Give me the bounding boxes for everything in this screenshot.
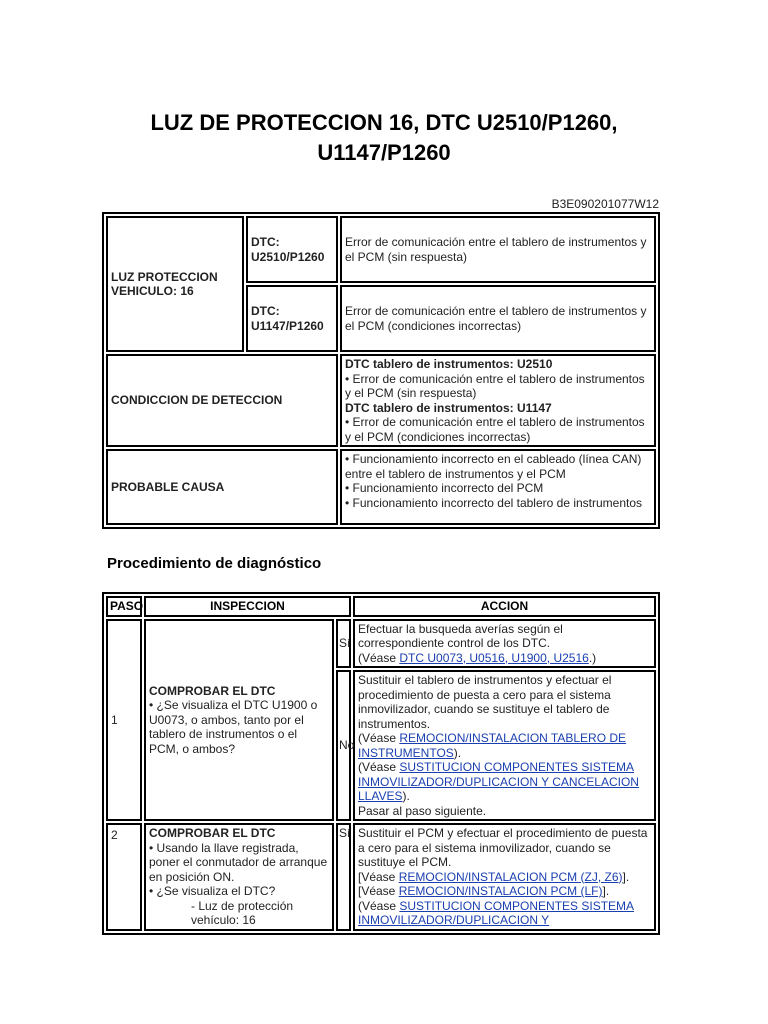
step1-text: • ¿Se visualiza el DTC U1900 o U0073, o ambos, tanto por el tablero de instrumentos o el PCM, o ambos? [149,698,318,756]
step2-number: 2 [106,823,142,931]
step1-yes-row [106,619,656,669]
step1-no-last: Pasar al paso siguiente. [358,803,487,818]
page-title [0,108,768,168]
step2-inspection [144,823,334,931]
step2-text1: • Usando la llave registrada, poner el conmutador de arranque en posición ON. [149,840,328,884]
step2-yes-line1: Sustituir el PCM y efectuar el procedimiento de puesta a cero para el sistema inmovilizador, cuando se sustituye el PCM. [358,826,648,869]
dtc2-cell [246,285,338,352]
link-immobilizer-replacement-2[interactable]: SUSTITUCION COMPONENTES SISTEMA INMOVILIZADOR/DUPLICACION Y [358,898,635,927]
step1-yes-prefix: (Véase [358,650,400,665]
label-detection-condition: CONDICCION DE DETECCION [106,354,338,447]
label-probable-cause: PROBABLE CAUSA [106,449,338,525]
cause-item-2: • Funcionamiento incorrecto del PCM [345,481,544,495]
step2-yes-label: Sí [336,823,351,931]
step2-prefix3: (Véase [358,898,400,913]
link-instrument-cluster-removal[interactable]: REMOCION/INSTALACION TABLERO DE INSTRUMENTOS [358,731,627,760]
step1-yes-suffix: .) [588,650,597,665]
header-step: PASO [106,596,142,617]
document-id: B3E090201077W12 [551,197,659,211]
cause-item-1: • Funcionamiento incorrecto en el cableado (línea CAN) entre el tablero de instrumentos y el PCM [345,452,642,481]
header-inspection: INSPECCION [144,596,351,617]
title-line-1: LUZ DE PROTECCION 16, DTC U2510/P1260, [150,110,618,135]
dtc1-description: Error de comunicación entre el tablero de instrumentos y el PCM (sin respuesta) [340,216,656,283]
detection-text-2: • Error de comunicación entre el tablero de instrumentos y el PCM (condiciones incorrectas) [345,415,645,444]
info-row-detection [106,354,656,447]
step2-heading: COMPROBAR EL DTC [149,826,276,840]
step1-no-line1: Sustituir el tablero de instrumentos y efectuar el procedimiento de puesta a cero para el sistema inmovilizador, cuando se sustituye el tablero de instrumentos. [358,673,612,731]
dtc2-code: U1147/P1260 [251,318,324,333]
step1-no-prefix1: (Véase [358,731,400,745]
link-pcm-removal-zj-z6[interactable]: REMOCION/INSTALACION PCM (ZJ, Z6) [398,869,623,884]
step1-number: 1 [106,619,142,822]
step2-suffix1: ]. [622,869,630,884]
link-pcm-removal-lf[interactable]: REMOCION/INSTALACION PCM (LF) [398,884,603,898]
link-immobilizer-replacement[interactable]: SUSTITUCION COMPONENTES SISTEMA INMOVILIZADOR/DUPLICACION Y CANCELACION LLAVES [358,760,639,803]
step2-text2: • ¿Se visualiza el DTC? [149,884,276,898]
info-row-dtc1 [106,216,656,283]
step1-yes-line1: Efectuar la busqueda averías según el correspondiente control de los DTC. [358,621,563,650]
dtc-info-table [102,212,660,529]
step1-no-action [353,670,656,821]
info-row-cause [106,449,656,525]
dtc1-label: DTC: [251,235,280,249]
detection-heading-1: DTC tablero de instrumentos: U2510 [345,357,553,371]
label-luz-proteccion: LUZ PROTECCION VEHICULO: 16 [106,216,244,352]
step2-text3: - Luz de protección vehículo: 16 [191,898,294,927]
step1-yes-action [353,619,656,669]
dtc2-description: Error de comunicación entre el tablero de instrumentos y el PCM (condiciones incorrectas) [340,285,656,352]
title-line-2: U1147/P1260 [317,140,451,165]
step2-prefix2: [Véase [358,884,399,898]
header-action: ACCION [353,596,656,617]
dtc1-cell [246,216,338,283]
cause-item-3: • Funcionamiento incorrecto del tablero de instrumentos [345,495,643,510]
step2-row [106,823,656,931]
step2-yes-action [353,823,656,931]
link-dtc-u0073[interactable]: DTC U0073, U0516, U1900, U2516 [399,650,589,665]
diag-header-row [106,596,656,617]
step1-no-suffix1: ). [453,745,462,760]
diagnostic-table [102,592,660,935]
step1-no-prefix2: (Véase [358,760,400,774]
cause-description [340,449,656,525]
step1-no-suffix2: ). [402,789,410,803]
step1-yes-label: Sí [336,619,351,669]
detection-text-1: • Error de comunicación entre el tablero de instrumentos y el PCM (sin respuesta) [345,371,645,400]
dtc1-code: U2510/P1260 [251,249,325,264]
step1-inspection [144,619,334,822]
dtc2-label: DTC: [251,304,280,318]
step1-no-label: No [336,670,351,821]
section-title: Procedimiento de diagnóstico [107,555,322,572]
step1-heading: COMPROBAR EL DTC [149,683,276,698]
detection-heading-2: DTC tablero de instrumentos: U1147 [345,400,552,415]
step2-prefix1: [Véase [358,869,399,884]
step2-suffix2: ]. [602,884,610,898]
detection-description [340,354,656,447]
